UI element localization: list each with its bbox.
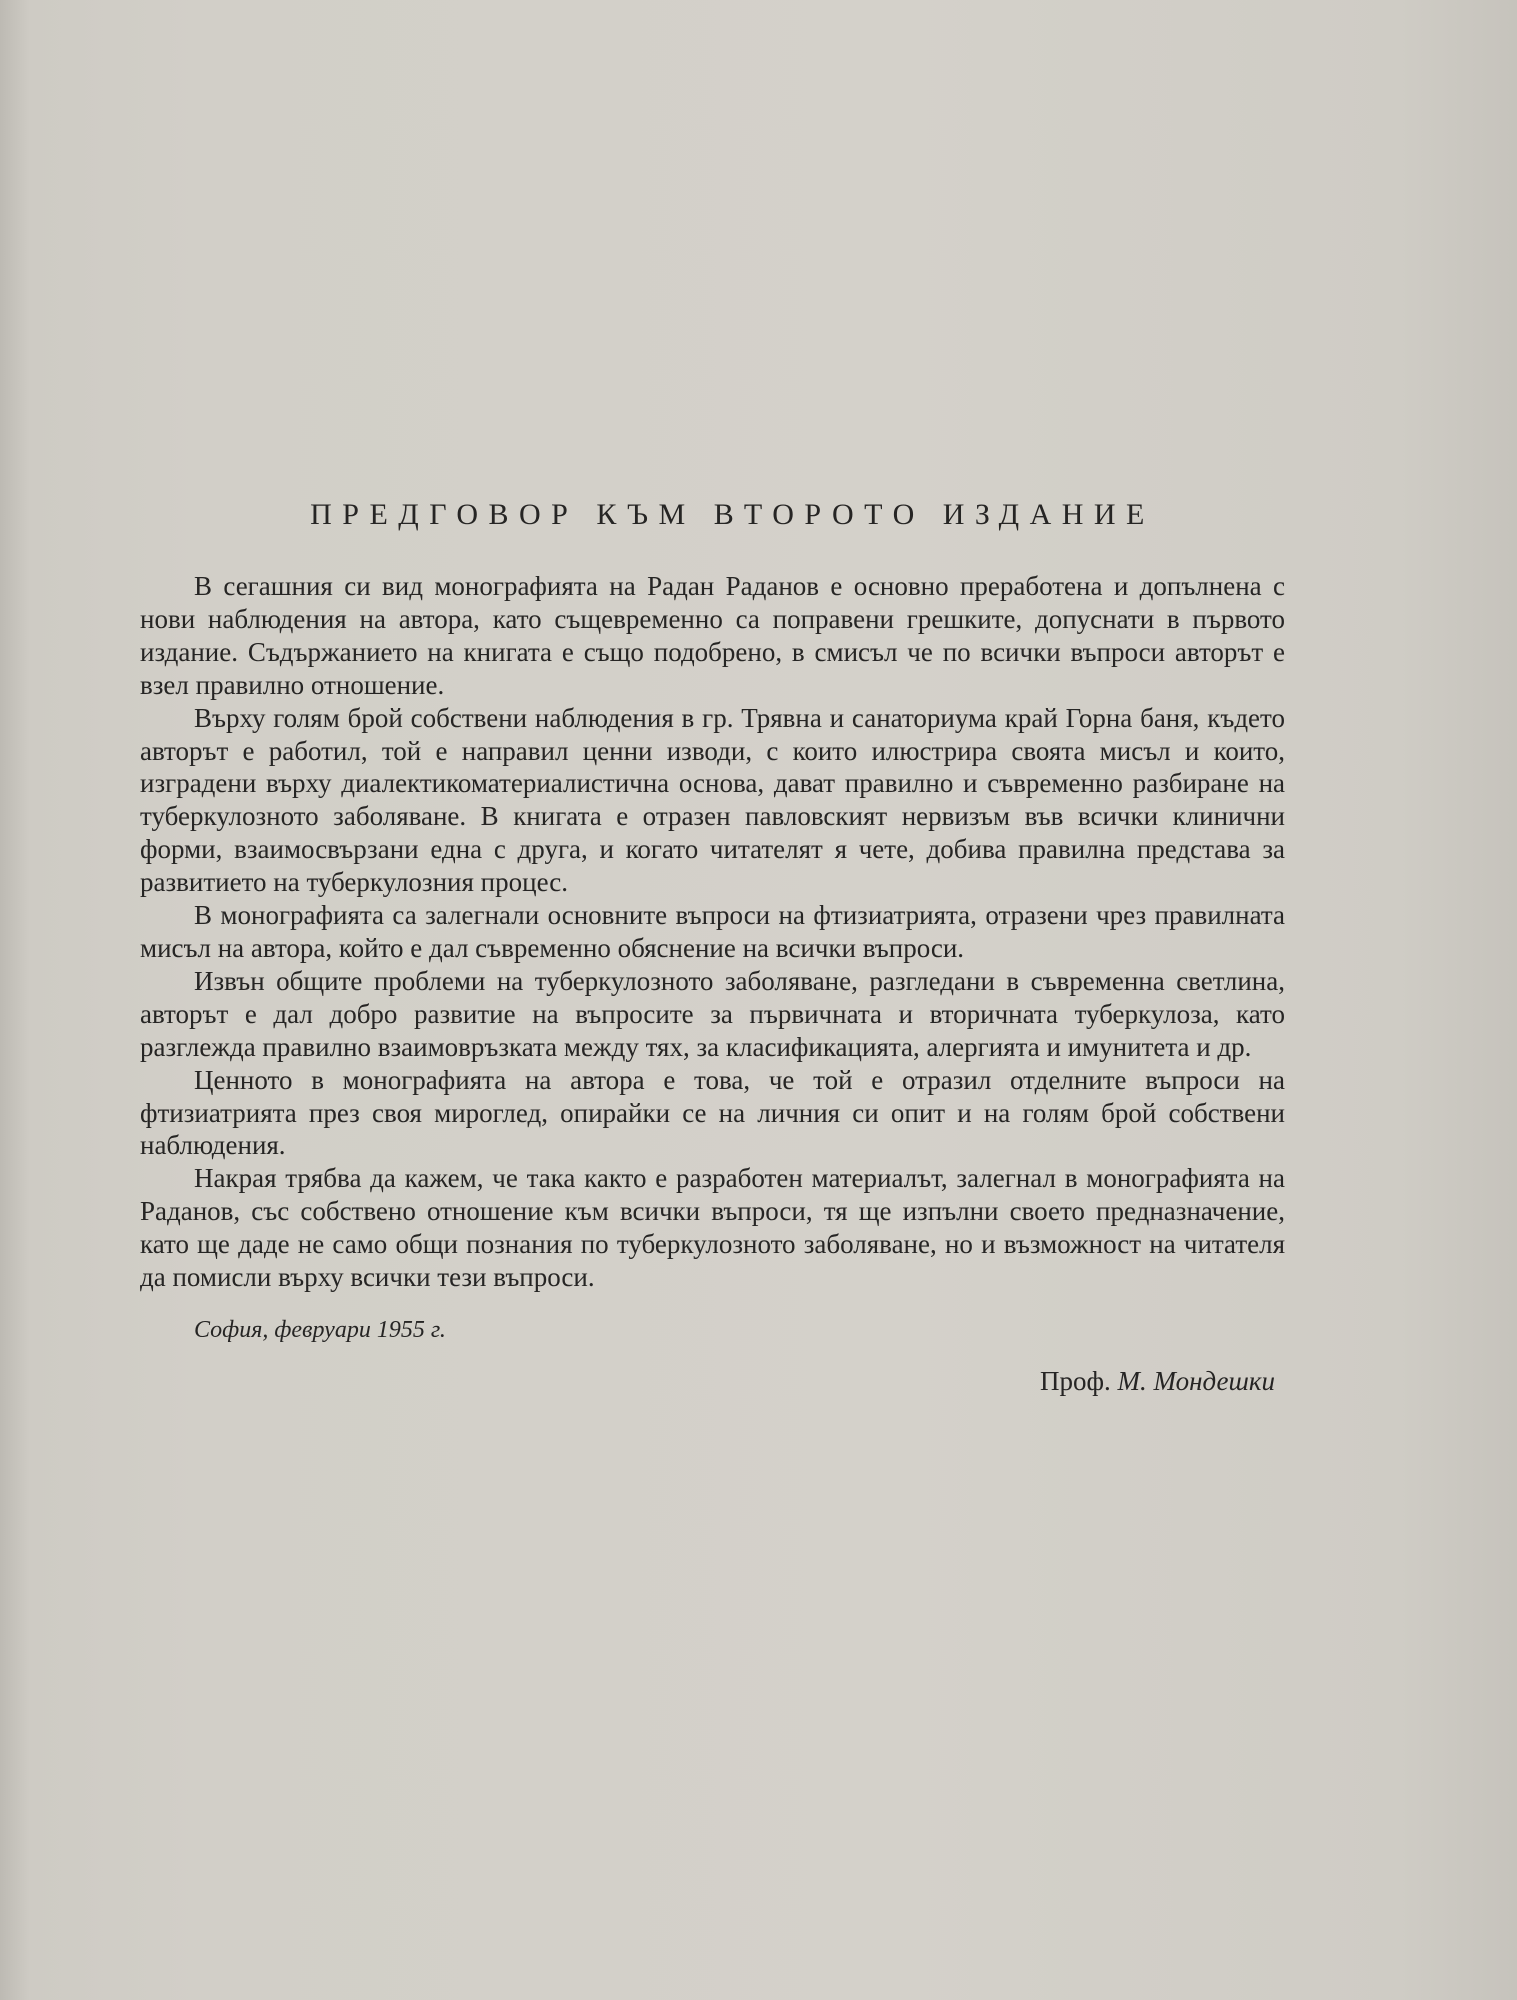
place-and-date: София, февруари 1955 г. [194, 1316, 446, 1343]
paragraph-5: Ценното в монографията на автора е това, че той е отразил отделните въпроси на фтизиатрията през своя мироглед, опирайки се на личния си опит и на голям брой собствени наблюдения. [140, 1064, 1285, 1161]
paragraph-4: Извън общите проблеми на туберкулозното заболяване, разгледани в съвременна светлина, авторът е дал добро развитие на въпросите за първичната и вторичната туберкулоза, като разглежда правилно взаимовръзката между тях, за класификацията, алергията и имунитета и др. [140, 965, 1285, 1062]
paragraph-3: В монографията са залегнали основните въпроси на фтизиатрията, отразени чрез правилната мисъл на автора, който е дал съвременно обяснение на всички въпроси. [140, 900, 1285, 963]
preface-content [140, 500, 1285, 1397]
signature-title: Проф. [1040, 1365, 1111, 1396]
preface-title: ПРЕДГОВОР КЪМ ВТОРОТО ИЗДАНИЕ [310, 498, 1155, 531]
paragraph-2: Върху голям брой собствени наблюдения в гр. Трявна и санаториума край Горна баня, където авторът е работил, той е направил ценни изводи, с които илюстрира своята мисъл и които, изградени върху диалектикоматериалистична основа, дават правилно и съвременно разбиране на туберкулозното заболяване. В книгата е отразен павловският нервизъм във всички клинични форми, взаимосвързани една с друга, и когато читателят я чете, добива правилна представа за развитието на туберкулозния процес. [140, 702, 1285, 898]
paragraph-1: В сегашния си вид монографията на Радан Раданов е основно преработена и допълнена с нови наблюдения на автора, като същевременно са поправени грешките, допуснати в първото издание. Съдържанието на книгата е също подобрено, в смисъл че по всички въпроси авторът е взел правилно отношение. [140, 571, 1285, 700]
paragraph-6: Накрая трябва да кажем, че така както е разработен материалът, залегнал в монографията на Раданов, със собствено отношение към всички въпроси, тя ще изпълни своето предназначение, като ще даде не само общи познания по туберкулозното заболяване, но и възможност на читателя да помисли върху всички тези въпроси. [140, 1163, 1285, 1293]
signature-name: М. Мондешки [1117, 1365, 1275, 1396]
signature [140, 1365, 1285, 1397]
